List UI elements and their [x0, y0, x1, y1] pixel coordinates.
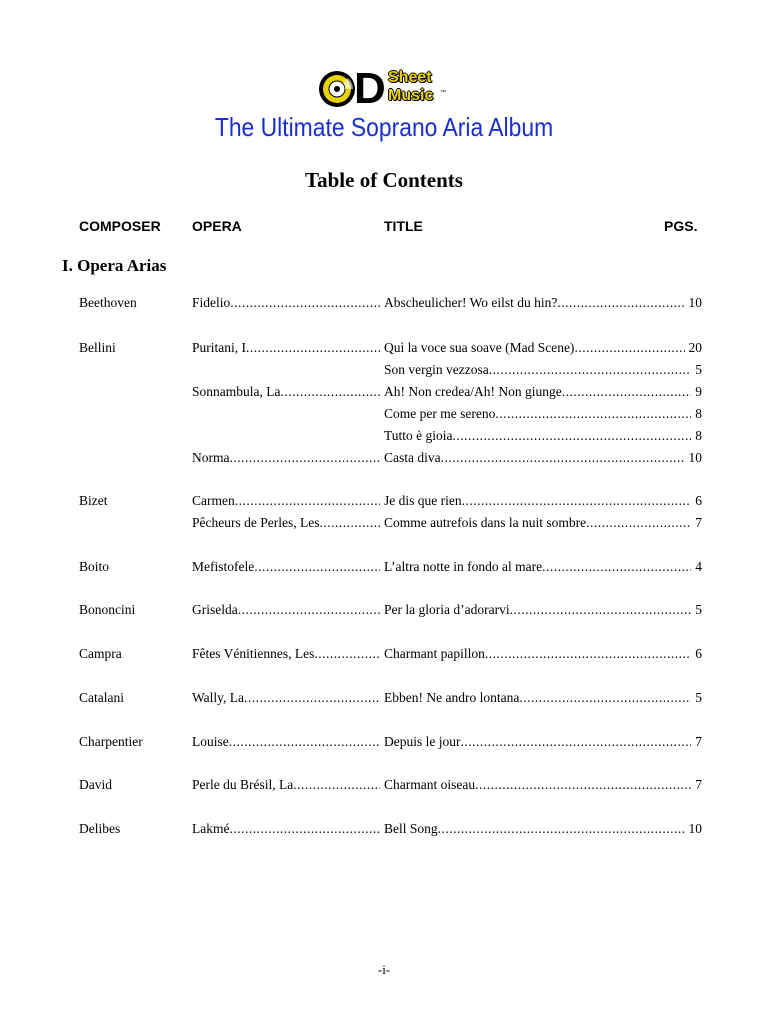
page-count: 10: [688, 821, 702, 836]
title-cell: [384, 689, 702, 707]
opera-cell: [192, 339, 380, 357]
composer-name: Boito: [79, 559, 110, 574]
aria-title: Tutto è gioia: [384, 428, 453, 443]
page-count: 20: [688, 340, 702, 355]
toc-row: [0, 558, 768, 576]
toc-row: [0, 733, 768, 751]
title-cell: [384, 776, 702, 794]
aria-title: Abscheulicher! Wo eilst du hin?: [384, 295, 558, 310]
opera-cell: [192, 449, 380, 467]
opera-name: Perle du Brésil, La: [192, 777, 294, 792]
title-cell: [384, 339, 702, 357]
page-count: 10: [688, 450, 702, 465]
toc-row: [0, 405, 768, 423]
title-cell: [384, 294, 702, 312]
opera-cell: [192, 294, 380, 312]
page-count: 7: [695, 777, 702, 792]
dot-leader: [510, 601, 692, 619]
toc-row: [0, 361, 768, 379]
title-cell: [384, 449, 702, 467]
opera-cell: [192, 733, 380, 751]
dot-leader: [462, 492, 692, 510]
opera-name: Wally, La: [192, 690, 245, 705]
opera-cell: [192, 776, 380, 794]
toc-row: [0, 294, 768, 312]
album-title: The Ultimate Soprano Aria Album: [214, 112, 554, 142]
page-count: 6: [695, 646, 702, 661]
cd-sheet-music-logo: [316, 66, 456, 112]
column-header-opera: OPERA: [192, 218, 242, 234]
dot-leader: [230, 449, 381, 467]
section-heading: I. Opera Arias: [62, 256, 167, 275]
dot-leader: [229, 733, 380, 751]
dot-leader: [485, 645, 691, 663]
dot-leader: [238, 601, 380, 619]
dot-leader: [495, 405, 691, 423]
composer-name: Bononcini: [79, 602, 136, 617]
composer-name: David: [79, 777, 112, 792]
toc-row: [0, 492, 768, 510]
aria-title: Comme autrefois dans la nuit sombre: [384, 515, 587, 530]
logo-trademark: ™: [440, 90, 446, 96]
dot-leader: [229, 820, 380, 838]
dot-leader: [542, 558, 691, 576]
opera-name: Griselda: [192, 602, 238, 617]
page-count: 7: [695, 515, 702, 530]
page-count: 5: [695, 690, 702, 705]
opera-name: Lakmé: [192, 821, 230, 836]
opera-name: Puritani, I: [192, 340, 246, 355]
dot-leader: [314, 645, 380, 663]
aria-title: Charmant oiseau: [384, 777, 476, 792]
page-count: 8: [695, 406, 702, 421]
page-count: 6: [695, 493, 702, 508]
opera-name: Mefistofele: [192, 559, 255, 574]
opera-cell: [192, 689, 380, 707]
aria-title: Son vergin vezzosa: [384, 362, 489, 377]
title-cell: [384, 558, 702, 576]
dot-leader: [319, 514, 380, 532]
title-cell: [384, 514, 702, 532]
toc-title: Table of Contents: [305, 168, 463, 192]
title-cell: [384, 820, 702, 838]
page-count: 10: [688, 295, 702, 310]
dot-leader: [519, 689, 691, 707]
column-header-composer: COMPOSER: [79, 218, 161, 234]
title-cell: [384, 361, 702, 379]
dot-leader: [586, 514, 691, 532]
title-cell: [384, 645, 702, 663]
aria-title: Quì la voce sua soave (Mad Scene): [384, 340, 575, 355]
toc-row: [0, 645, 768, 663]
toc-row: [0, 514, 768, 532]
composer-name: Bizet: [79, 493, 108, 508]
page-number: -i-: [377, 962, 391, 977]
title-cell: [384, 427, 702, 445]
dot-leader: [235, 492, 380, 510]
opera-cell: [192, 492, 380, 510]
title-cell: [384, 383, 702, 401]
opera-cell: [192, 558, 380, 576]
logo-letter-d: D: [354, 64, 386, 113]
aria-title: Per la gloria d’adorarvi: [384, 602, 510, 617]
toc-row: [0, 820, 768, 838]
dot-leader: [254, 558, 380, 576]
dot-leader: [557, 294, 684, 312]
opera-cell: [192, 601, 380, 619]
opera-name: Fidelio: [192, 295, 231, 310]
opera-name: Carmen: [192, 493, 235, 508]
composer-name: Delibes: [79, 821, 121, 836]
aria-title: Je dis que rien: [384, 493, 462, 508]
dot-leader: [475, 776, 691, 794]
toc-row: [0, 339, 768, 357]
toc-row: [0, 449, 768, 467]
aria-title: L’altra notte in fondo al mare: [384, 559, 543, 574]
composer-name: Charpentier: [79, 734, 143, 749]
aria-title: Ebben! Ne andro lontana: [384, 690, 520, 705]
page-count: 9: [695, 384, 702, 399]
composer-name: Catalani: [79, 690, 124, 705]
page-count: 5: [695, 362, 702, 377]
dot-leader: [246, 339, 380, 357]
aria-title: Depuis le jour: [384, 734, 461, 749]
dot-leader: [244, 689, 380, 707]
page-count: 8: [695, 428, 702, 443]
dot-leader: [461, 733, 692, 751]
composer-name: Campra: [79, 646, 122, 661]
opera-name: Sonnambula, La: [192, 384, 281, 399]
title-cell: [384, 733, 702, 751]
page-count: 5: [695, 602, 702, 617]
title-cell: [384, 405, 702, 423]
dot-leader: [489, 361, 692, 379]
aria-title: Come per me sereno: [384, 406, 496, 421]
opera-name: Pêcheurs de Perles, Les: [192, 515, 320, 530]
toc-row: [0, 776, 768, 794]
logo-sheet-text: Sheet: [388, 69, 432, 86]
page-count: 7: [695, 734, 702, 749]
toc-row: [0, 689, 768, 707]
opera-name: Louise: [192, 734, 229, 749]
toc-row: [0, 427, 768, 445]
opera-name: Fêtes Vénitiennes, Les: [192, 646, 315, 661]
opera-cell: [192, 645, 380, 663]
dot-leader: [230, 294, 380, 312]
opera-cell: [192, 514, 380, 532]
aria-title: Ah! Non credea/Ah! Non giunge: [384, 384, 562, 399]
aria-title: Casta diva: [384, 450, 441, 465]
toc-row: [0, 601, 768, 619]
dot-leader: [562, 383, 692, 401]
dot-leader: [441, 449, 685, 467]
page-count: 4: [695, 559, 702, 574]
opera-cell: [192, 383, 380, 401]
column-header-pages: PGS.: [664, 218, 698, 234]
opera-name: Norma: [192, 450, 230, 465]
toc-row: [0, 383, 768, 401]
composer-name: Bellini: [79, 340, 116, 355]
title-cell: [384, 601, 702, 619]
composer-name: Beethoven: [79, 295, 137, 310]
dot-leader: [293, 776, 380, 794]
aria-title: Charmant papillon: [384, 646, 485, 661]
column-header-title: TITLE: [384, 218, 423, 234]
dot-leader: [438, 820, 685, 838]
dot-leader: [574, 339, 684, 357]
aria-title: Bell Song: [384, 821, 438, 836]
opera-cell: [192, 820, 380, 838]
cd-disc-icon: [318, 70, 356, 108]
title-cell: [384, 492, 702, 510]
logo-music-text: Music: [388, 87, 434, 104]
dot-leader: [453, 427, 692, 445]
dot-leader: [280, 383, 380, 401]
